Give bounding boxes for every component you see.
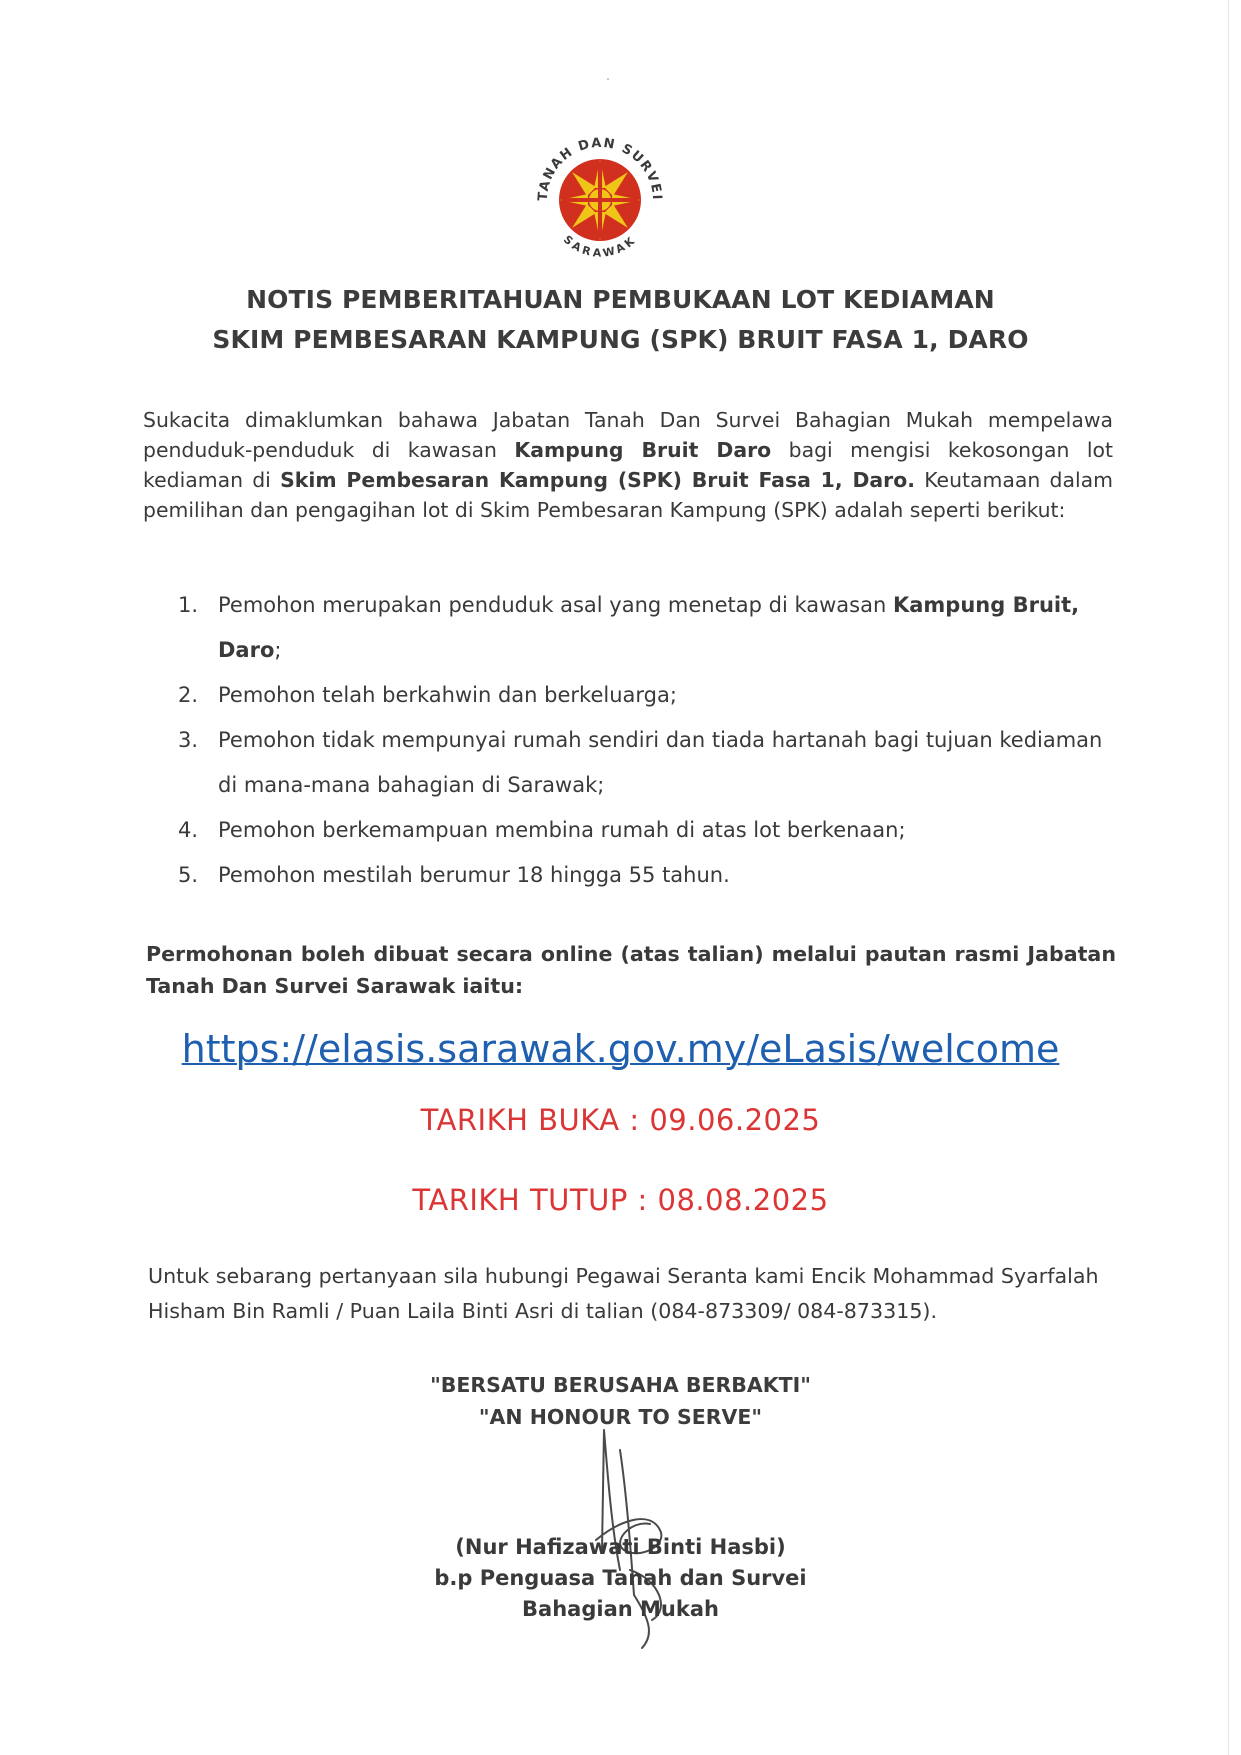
intro-paragraph [143, 405, 1113, 525]
list-item-number: 1. [178, 593, 199, 617]
list-item-number: 5. [178, 863, 199, 887]
notice-title-line1: NOTIS PEMBERITAHUAN PEMBUKAAN LOT KEDIAMAN [246, 285, 995, 314]
signatory-position: b.p Penguasa Tanah dan Survei [434, 1566, 807, 1590]
list-item-bold: Kampung Bruit, Daro [218, 593, 1080, 662]
elasis-link[interactable]: https://elasis.sarawak.gov.my/eLasis/welcome [181, 1027, 1060, 1071]
intro-text-1: Sukacita dimaklumkan bahawa Jabatan Tanah Dan Survei Bahagian Mukah mempelawa penduduk-penduduk di kawasan [143, 408, 1113, 462]
criteria-list [178, 583, 1108, 898]
list-item [178, 718, 1108, 808]
notice-title-line2: SKIM PEMBESARAN KAMPUNG (SPK) BRUIT FASA 1, DARO [212, 325, 1029, 354]
logo-bottom-text: SARAWAK [560, 232, 640, 260]
list-item-text: Pemohon merupakan penduduk asal yang menetap di kawasan [218, 593, 893, 617]
list-item-text: Pemohon tidak mempunyai rumah sendiri dan tiada hartanah bagi tujuan kediaman di mana-mana bahagian di Sarawak; [218, 728, 1103, 797]
list-item-number: 4. [178, 818, 199, 842]
list-item-text: Pemohon mestilah berumur 18 hingga 55 tahun. [218, 863, 730, 887]
signatory-division: Bahagian Mukah [522, 1597, 719, 1621]
intro-bold-1: Kampung Bruit Daro [514, 438, 772, 462]
list-item [178, 673, 1108, 718]
intro-text-2: bagi mengisi kekosongan lot kediaman di [143, 438, 1113, 492]
department-logo [525, 122, 675, 277]
list-item [178, 853, 1108, 898]
list-item [178, 583, 1108, 673]
contact-paragraph: Untuk sebarang pertanyaan sila hubungi Pegawai Seranta kami Encik Mohammad Syarfalah Hisham Bin Ramli / Puan Laila Binti Asri di talian (084-873309/ 084-873315). [148, 1264, 1099, 1323]
application-instructions: Permohonan boleh dibuat secara online (atas talian) melalui pautan rasmi Jabatan Tanah Dan Survei Sarawak iaitu: [146, 942, 1116, 998]
list-item-text: Pemohon berkemampuan membina rumah di atas lot berkenaan; [218, 818, 906, 842]
list-item-number: 2. [178, 683, 199, 707]
list-item-text: Pemohon telah berkahwin dan berkeluarga; [218, 683, 677, 707]
scan-speck [607, 78, 609, 80]
motto-english: "AN HONOUR TO SERVE" [478, 1405, 763, 1429]
logo-top-text: TANAH DAN SURVEI [535, 135, 665, 202]
close-date: TARIKH TUTUP : 08.08.2025 [412, 1183, 829, 1217]
list-item-number: 3. [178, 728, 199, 752]
intro-bold-2: Skim Pembesaran Kampung (SPK) Bruit Fasa 1, Daro. [280, 468, 915, 492]
signatory-name: (Nur Hafizawati Binti Hasbi) [455, 1535, 786, 1559]
list-item [178, 808, 1108, 853]
list-item-tail: ; [274, 638, 282, 662]
open-date: TARIKH BUKA : 09.06.2025 [420, 1103, 821, 1137]
scan-edge [1228, 0, 1229, 1755]
intro-text-3: Keutamaan dalam pemilihan dan pengagihan lot di Skim Pembesaran Kampung (SPK) adalah seperti berikut: [143, 468, 1113, 522]
motto-malay: "BERSATU BERUSAHA BERBAKTI" [430, 1373, 811, 1397]
